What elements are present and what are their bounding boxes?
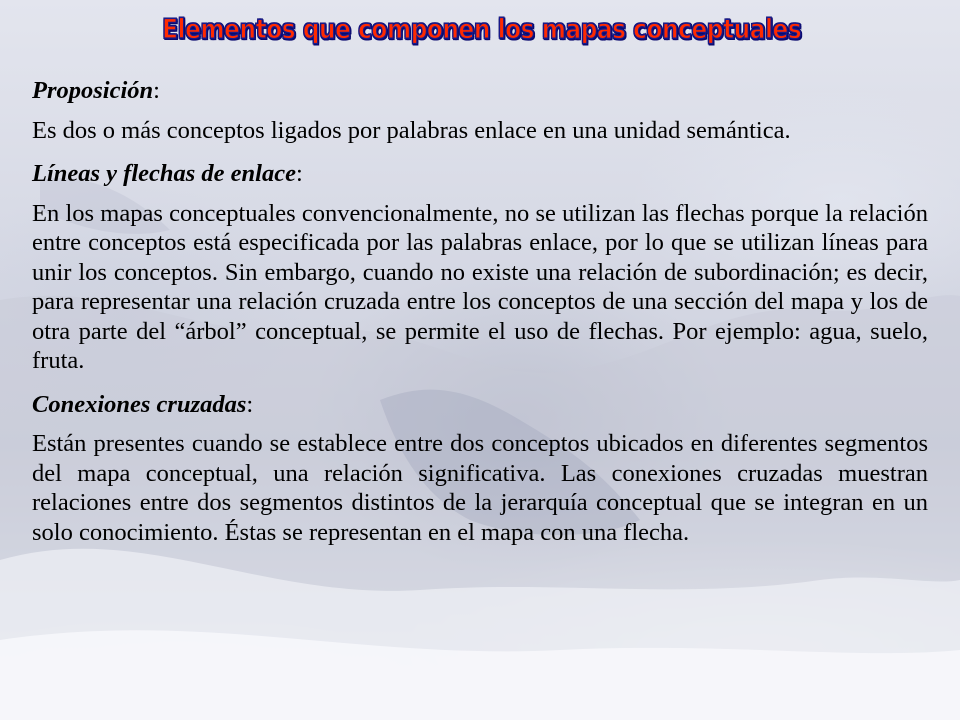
section-body-proposicion: Es dos o más conceptos ligados por palabras enlace en una unidad semántica. — [32, 116, 791, 144]
slide-content — [32, 76, 928, 561]
heading-colon: : — [153, 77, 160, 104]
section-body-conexiones-cruzadas: Están presentes cuando se establece entre dos conceptos ubicados en diferentes segmentos del mapa conceptual, una relación significativa. Las conexiones cruzadas muestran relaciones entre dos segmentos distintos de la jerarquía conceptual que se integran en un solo conocimiento. Éstas se representan en el mapa con una flecha. — [32, 430, 928, 546]
heading-text: Proposición — [32, 77, 154, 104]
section-body-lineas-flechas: En los mapas conceptuales convencionalmente, no se utilizan las flechas porque la relación entre conceptos está especificada por las palabras enlace, por lo que se utilizan líneas para unir los conceptos. Sin embargo, cuando no existe una relación de subordinación; es decir, para representar una relación cruzada entre los conceptos de una sección del mapa y los de otra parte del “árbol” conceptual, se permite el uso de flechas. Por ejemplo: agua, suelo, fruta. — [32, 199, 928, 374]
section-heading-conexiones-cruzadas — [32, 390, 928, 420]
section-heading-lineas-flechas — [32, 159, 928, 189]
heading-text: Conexiones cruzadas — [32, 390, 247, 418]
heading-colon: : — [296, 160, 303, 187]
slide-title: Elementos que componen los mapas conceptuales — [162, 14, 802, 45]
section-heading-proposicion — [32, 76, 928, 106]
heading-colon: : — [246, 390, 254, 418]
heading-text: Líneas y flechas de enlace — [32, 160, 296, 187]
